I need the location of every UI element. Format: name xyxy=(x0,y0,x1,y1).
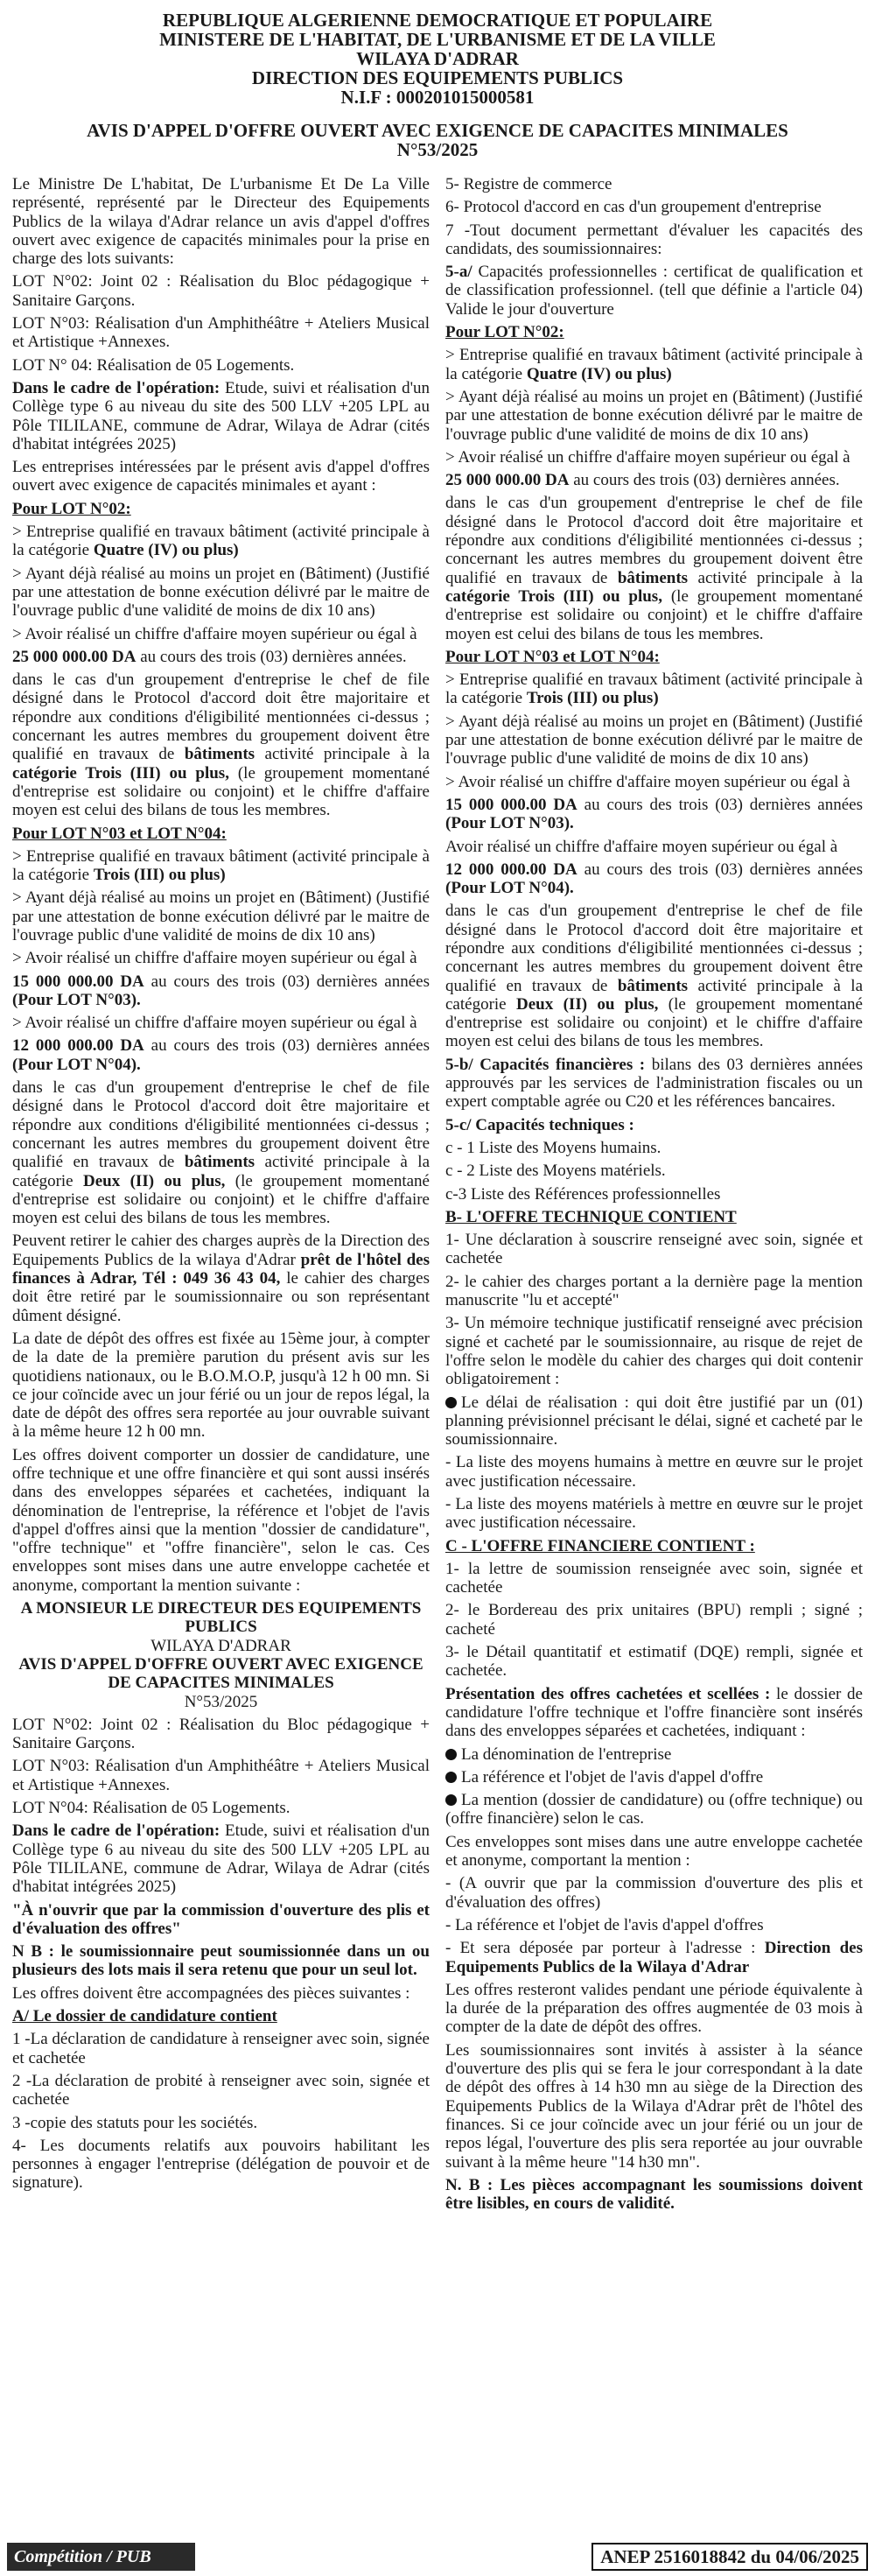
operation-paragraph-repeat xyxy=(12,1821,430,1896)
offre-technique-item-1: 1- Une déclaration à souscrire renseigné avec soin, signée et cachetée xyxy=(445,1231,863,1268)
intro-paragraph: Le Ministre De L'habitat, De L'urbanisme Et De La Ville représenté, représenté par le Directeur des Equipements Publics de la wilaya d'Adrar relance un avis d'appel d'offres ouvert avec exigence de capacités minimales pour la prise en charge des lots suivants: xyxy=(12,175,430,269)
validite-paragraph: Les offres resteront valides pendant une période équivalente à la durée de la préparation des offres augmentée de 03 mois à compter de la date de dépôt des offres. xyxy=(445,1980,863,2037)
columns xyxy=(12,175,863,2537)
right-lot3-amount: 15 000 000.00 DA xyxy=(445,795,578,814)
right-lot34-groupement-text2: activité principale à la catégorie xyxy=(445,976,863,1014)
right-lot4-amount-lot: (Pour LOT N°04). xyxy=(445,879,574,898)
header-nif: N.I.F : 000201015000581 xyxy=(340,87,535,108)
title-number: N°53/2025 xyxy=(396,139,479,160)
pour-lot34-heading: Pour LOT N°03 et LOT N°04: xyxy=(12,824,227,843)
header xyxy=(0,0,875,107)
presentation-item-1-text: La dénomination de l'entreprise xyxy=(461,1744,672,1764)
right-lot34-qualification-text: > Entreprise qualifié en travaux bâtiment (activité principale à la catégorie xyxy=(445,670,863,708)
lot2-groupement-category: catégorie Trois (III) ou plus, xyxy=(12,763,229,783)
right-lot2-reference-project: > Ayant déjà réalisé au moins un projet en (Bâtiment) (Justifié par une attestation de bonne exécution délivré par le maitre de l'ouvrage public d'une validité de moins de dix 10 ans) xyxy=(445,387,863,444)
lot34-groupement-text2: activité principale à la catégorie xyxy=(12,1153,430,1190)
lot4-line: LOT N° 04: Réalisation de 05 Logements. xyxy=(12,355,295,375)
lot3-amount: 15 000 000.00 DA xyxy=(12,972,144,991)
offre-technique-heading: B- L'OFFRE TECHNIQUE CONTIENT xyxy=(445,1207,737,1226)
right-lot2-amount: 25 000 000.00 DA xyxy=(445,471,570,490)
anep-reference: ANEP 2516018842 du 04/06/2025 xyxy=(592,2543,868,2571)
right-lot34-reference-project: > Ayant déjà réalisé au moins un projet en (Bâtiment) (Justifié par une attestation de bonne exécution délivré par le maitre de l'ouvrage public d'une validité de moins de dix 10 ans) xyxy=(445,712,863,769)
lot34-qualification-category: Trois (III) ou plus) xyxy=(93,866,226,885)
lot2-turnover-amount xyxy=(12,648,430,666)
lot2-reference-project: > Ayant déjà réalisé au moins un projet en (Bâtiment) (Justifié par une attestation de bonne exécution délivré par le maitre de l'ouvrage public d'une validité de moins de dix 10 ans) xyxy=(12,564,430,621)
protocol-accord: 6- Protocol d'accord en cas d'un groupement d'entreprise xyxy=(445,198,822,217)
registre-commerce: 5- Registre de commerce xyxy=(445,175,612,193)
dossier-paragraph: Les offres doivent comporter un dossier de candidature, une offre technique et une offre financière et qui sont aussi insérés dans des enveloppes séparées et cachetées, indiquant la dénomination de l'entreprise, la référence et l'objet de l'avis d'appel d'offres ainsi que la mention "dossier de candidature", "offre technique" et "offre financière", selon le cas. Ces enveloppes sont mises dans une autre enveloppe cachetée et anonyme, comportant la mention suivante : xyxy=(12,1445,430,1595)
enveloppe-item-3-text: - Et sera déposée par porteur à l'adresse : xyxy=(445,1939,765,1958)
lot4-amount: 12 000 000.00 DA xyxy=(12,1036,144,1056)
entreprises-paragraph: Les entreprises intéressées par le présent avis d'appel d'offres ouvert avec exigence de capacités minimales et ayant : xyxy=(12,458,430,495)
right-lot34-turnover-label: > Avoir réalisé un chiffre d'affaire moyen supérieur ou égal à xyxy=(445,772,850,791)
nb-pieces: N. B : Les pièces accompagnant les soumissions doivent être lisibles, en cours de validité. xyxy=(445,2175,863,2214)
right-lot2-turnover-label: > Avoir réalisé un chiffre d'affaire moyen supérieur ou égal à xyxy=(445,447,850,467)
address-title: AVIS D'APPEL D'OFFRE OUVERT AVEC EXIGENCE DE CAPACITES MINIMALES xyxy=(18,1654,424,1693)
right-lot2-turnover-amount xyxy=(445,471,863,489)
lot2-qualification-text: > Entreprise qualifié en travaux bâtiment (activité principale à la catégorie xyxy=(12,523,430,560)
right-column xyxy=(445,175,863,2537)
lot2-qualification xyxy=(12,523,430,560)
lot3-amount-period: au cours des trois (03) dernières années xyxy=(144,972,430,991)
header-wilaya: WILAYA D'ADRAR xyxy=(356,48,519,69)
header-ministry: MINISTERE DE L'HABITAT, DE L'URBANISME ET DE LA VILLE xyxy=(159,29,716,50)
right-lot2-qualification-text: > Entreprise qualifié en travaux bâtiment (activité principale à la catégorie xyxy=(445,346,863,383)
retrait-address: prêt de l'hôtel des finances à Adrar, Tél : 049 36 43 04, xyxy=(12,1250,430,1288)
presentation-item-1 xyxy=(445,1745,863,1764)
left-column xyxy=(12,175,430,2537)
footer xyxy=(0,2543,875,2572)
offre-technique-item-3: 3- Un mémoire technique justificatif renseigné avec précision signé et cacheté par le soumissionnaire, au risque de rejet de l'offre selon le modèle du cahier des charges qui doit contenir obligatoirement : xyxy=(445,1314,863,1389)
lot34-groupement-text3: (le groupement momentané d'entreprise est solidaire ou conjoint) et le chiffre d'affaire moyen est celui des bilans de tous les membres. xyxy=(12,1171,430,1228)
right-lot4-turnover-label: Avoir réalisé un chiffre d'affaire moyen supérieur ou égal à xyxy=(445,837,838,856)
header-republic: REPUBLIQUE ALGERIENNE DEMOCRATIQUE ET POPULAIRE xyxy=(162,10,713,31)
competition-label: Compétition / PUB xyxy=(7,2543,195,2571)
right-lot4-turnover-amount xyxy=(445,860,863,898)
operation-paragraph xyxy=(12,379,430,453)
right-lot2-groupement-text3: (le groupement momentané d'entreprise est solidaire ou conjoint) et le chiffre d'affaire moyen est celui des bilans de tous les membres. xyxy=(445,586,863,643)
lot34-groupement-batiments: bâtiments xyxy=(184,1153,256,1172)
operation-text-repeat: Etude, suivi et réalisation d'un Collège type 6 au niveau du site des 500 LLV +205 LPL au Pôle TILILANE, commune de Adrar, Wilaya de Adrar (cités d'habitat intégrées 2025) xyxy=(12,1821,430,1897)
lot4-amount-lot: (Pour LOT N°04). xyxy=(12,1055,141,1074)
right-lot34-groupement xyxy=(445,902,863,1050)
presentation-item-2 xyxy=(445,1768,863,1786)
liste-moyens-humains: - La liste des moyens humains à mettre en œuvre sur le projet avec justification nécessaire. xyxy=(445,1453,863,1491)
candidature-item-1: 1 -La déclaration de candidature à renseigner avec soin, signée et cachetée xyxy=(12,2030,430,2067)
lot2-groupement-text3: (le groupement momentané d'entreprise est solidaire ou conjoint) et le chiffre d'affaire moyen est celui des bilans de tous les membres. xyxy=(12,763,430,820)
enveloppe-item-3 xyxy=(445,1939,863,1976)
address-director: A MONSIEUR LE DIRECTEUR DES EQUIPEMENTS PUBLICS xyxy=(20,1599,422,1637)
lot2-groupement-text2: activité principale à la xyxy=(255,745,430,764)
lot4-turnover-amount xyxy=(12,1036,430,1074)
title-text: AVIS D'APPEL D'OFFRE OUVERT AVEC EXIGENCE DE CAPACITES MINIMALES xyxy=(87,120,788,141)
capacites-techniques-heading: 5-c/ Capacités techniques : xyxy=(445,1115,634,1134)
lot34-groupement-category: Deux (II) ou plus, xyxy=(83,1171,226,1190)
operation-label-repeat: Dans le cadre de l'opération: xyxy=(12,1821,220,1841)
depot-paragraph: La date de dépôt des offres est fixée au 15ème jour, à compter de la date de la première parution du présent avis sur les quotidiens nationaux, ou le B.O.M.O.P, jusqu'à 12 h 00 mn. Si ce jour coïncide avec un jour férié ou un jour de repos légal, la date de dépôt des offres sera reportée au jour ouvrable suivant à la même heure 12 h 00 mn. xyxy=(12,1329,430,1442)
right-lot3-turnover-amount xyxy=(445,796,863,833)
bullet-icon xyxy=(445,1749,457,1760)
dossier-candidature-heading: A/ Le dossier de candidature contient xyxy=(12,2007,277,2026)
lot2-amount-period: au cours des trois (03) dernières années. xyxy=(136,647,407,666)
right-pour-lot2-heading: Pour LOT N°02: xyxy=(445,323,564,342)
seance-paragraph: Les soumissionnaires sont invités à assister à la séance d'ouverture des plis qui se fera le jour correspondant à la date de dépôt des offres à 14 h30 mn au siège de la Direction des Equipements Publics de la Wilaya d'Adrar prêt de l'hôtel des finances. Si ce jour coïncide avec un jour férié ou un jour de repos légal, l'ouverture des plis sera reportée au jour ouvrable suivant à la même heure "14 h30 mn". xyxy=(445,2040,863,2172)
right-lot3-amount-period: au cours des trois (03) dernières années xyxy=(577,795,863,814)
lot3-line: LOT N°03: Réalisation d'un Amphithéâtre + Ateliers Musical et Artistique +Annexes. xyxy=(12,314,430,352)
bullet-icon xyxy=(445,1772,457,1783)
right-pour-lot34-heading: Pour LOT N°03 et LOT N°04: xyxy=(445,647,660,666)
candidature-item-3: 3 -copie des statuts pour les sociétés. xyxy=(12,2113,258,2132)
right-lot4-amount: 12 000 000.00 DA xyxy=(445,860,578,879)
header-direction: DIRECTION DES EQUIPEMENTS PUBLICS xyxy=(251,67,624,88)
presentation-text: le dossier de candidature l'offre technique et l'offre financière sont insérés dans des enveloppes séparées et cachetées, indiquant : xyxy=(445,1684,863,1741)
lot4-line-repeat: LOT N°04: Réalisation de 05 Logements. xyxy=(12,1799,290,1818)
presentation-item-2-text: La référence et l'objet de l'avis d'appel d'offre xyxy=(461,1767,764,1786)
candidature-item-4: 4- Les documents relatifs aux pouvoirs habilitant les personnes à engager l'entreprise (délégation de pouvoir et de signature). xyxy=(12,2136,430,2193)
enveloppe-paragraph: Ces enveloppes sont mises dans une autre enveloppe cachetée et anonyme, comportant la mention : xyxy=(445,1832,863,1871)
offre-financiere-item-2: 2- le Bordereau des prix unitaires (BPU) rempli ; signé ; cacheté xyxy=(445,1601,863,1639)
presentation-item-3-text: La mention (dossier de candidature) ou (offre technique) ou (offre financière) selon le cas. xyxy=(445,1791,863,1828)
lot34-groupement-text: dans le cas d'un groupement d'entreprise le chef de file désigné dans le Protocol d'accord doit être majoritaire et répondre aux conditions d'éligibilité mentionnées ci-dessus ; concernant les autres membres du groupement doivent être qualifié en travaux de xyxy=(12,1078,430,1172)
lot34-qualification-text: > Entreprise qualifié en travaux bâtiment (activité principale à la catégorie xyxy=(12,846,430,885)
presentation-label: Présentation des offres cachetées et scellées : xyxy=(445,1684,771,1703)
offre-financiere-item-1: 1- la lettre de soumission renseignée avec soin, signée et cachetée xyxy=(445,1559,863,1597)
right-lot2-groupement-text2: activité principale à la xyxy=(688,568,863,587)
presentation-offres xyxy=(445,1685,863,1741)
right-lot34-groupement-text3: (le groupement momentané d'entreprise est solidaire ou conjoint) et le chiffre d'affaire moyen est celui des bilans de tous les membres. xyxy=(445,994,863,1051)
enveloppe-address: Direction des Equipements Publics de la Wilaya d'Adrar xyxy=(445,1939,863,1976)
lot2-groupement-text: dans le cas d'un groupement d'entreprise le chef de file désigné dans le Protocol d'accord doit être majoritaire et répondre aux conditions d'éligibilité mentionnées ci-dessus ; concernant les autres membres du groupement doivent être qualifié en travaux de xyxy=(12,670,430,764)
lot3-amount-lot: (Pour LOT N°03). xyxy=(12,990,141,1009)
lot4-turnover-label: > Avoir réalisé un chiffre d'affaire moyen supérieur ou égal à xyxy=(12,1014,417,1033)
lot2-qualification-category: Quatre (IV) ou plus) xyxy=(93,541,239,560)
nouvrir-mention: "À n'ouvrir que par la commission d'ouverture des plis et d'évaluation des offres" xyxy=(12,1900,430,1938)
right-lot2-qualification xyxy=(445,346,863,383)
right-lot2-groupement-text: dans le cas d'un groupement d'entreprise le chef de file désigné dans le Protocol d'accord doit être majoritaire et répondre aux conditions d'éligibilité mentionnées ci-dessus ; concernant les autres membres du groupement doivent être qualifié en travaux de xyxy=(445,494,863,587)
lot34-qualification xyxy=(12,847,430,885)
right-lot34-groupement-batiments: bâtiments xyxy=(617,976,689,995)
operation-text: Etude, suivi et réalisation d'un Collège type 6 au niveau du site des 500 LLV +205 LPL au Pôle TILILANE, commune de Adrar, Wilaya de Adrar (cités d'habitat intégrées 2025) xyxy=(12,378,430,453)
lot2-line: LOT N°02: Joint 02 : Réalisation du Bloc pédagogique + Sanitaire Garçons. xyxy=(12,272,430,310)
nb-lots: N B : le soumissionnaire peut soumissionnée dans un ou plusieurs des lots mais il sera retenu que pour un seul lot. xyxy=(12,1942,430,1980)
bullet-icon xyxy=(445,1794,457,1806)
lot4-amount-period: au cours des trois (03) dernières années xyxy=(144,1036,430,1056)
retrait-text: Peuvent retirer le cahier des charges auprès de la Direction des Equipements Publics de la wilaya d'Adrar xyxy=(12,1232,430,1269)
address-wilaya: WILAYA D'ADRAR xyxy=(150,1636,291,1655)
offre-technique-item-2: 2- le cahier des charges portant a la dernière page la mention manuscrite "lu et accepté" xyxy=(445,1272,863,1310)
lot2-groupement xyxy=(12,670,430,819)
capacites-financieres-text: bilans des 03 dernières années approuvés par les services de l'administration fiscales ou un expert comptable agrée ou C20 et les références bancaires. xyxy=(445,1055,863,1112)
right-lot2-qualification-category: Quatre (IV) ou plus) xyxy=(526,364,672,383)
references-professionnelles: c-3 Liste des Références professionnelles xyxy=(445,1184,721,1204)
capacites-professionnelles-label: 5-a/ xyxy=(445,263,472,282)
enveloppe-item-2: - La référence et l'objet de l'avis d'appel d'offres xyxy=(445,1915,764,1934)
pieces-intro: Les offres doivent être accompagnées des pièces suivantes : xyxy=(12,1983,410,2003)
lot2-amount: 25 000 000.00 DA xyxy=(12,647,136,666)
lot3-line-repeat: LOT N°03: Réalisation d'un Amphithéâtre + Ateliers Musical et Artistique +Annexes. xyxy=(12,1757,430,1794)
pour-lot2-heading: Pour LOT N°02: xyxy=(12,499,131,518)
right-lot34-qualification-category: Trois (III) ou plus) xyxy=(526,689,659,708)
right-lot34-groupement-category: Deux (II) ou plus, xyxy=(516,994,659,1014)
right-lot34-qualification xyxy=(445,670,863,708)
right-lot2-groupement xyxy=(445,494,863,642)
moyens-humains: c - 1 Liste des Moyens humains. xyxy=(445,1138,662,1157)
lot34-reference-project: > Ayant déjà réalisé au moins un projet en (Bâtiment) (Justifié par une attestation de bonne exécution délivré par le maitre de l'ouvrage public d'une validité de moins de dix 10 ans) xyxy=(12,888,430,944)
operation-label: Dans le cadre de l'opération: xyxy=(12,378,220,397)
address-number: N°53/2025 xyxy=(184,1692,258,1711)
moyens-materiels: c - 2 Liste des Moyens matériels. xyxy=(445,1162,666,1181)
delai-realisation xyxy=(445,1393,863,1449)
right-lot2-groupement-category: catégorie Trois (III) ou plus, xyxy=(445,586,662,606)
retrait-paragraph xyxy=(12,1232,430,1324)
lot2-turnover-label: > Avoir réalisé un chiffre d'affaire moyen supérieur ou égal à xyxy=(12,624,417,643)
capacites-professionnelles xyxy=(445,263,863,319)
retrait-text2: le cahier des charges doit être retiré par le soumissionnaire ou son représentant dûment désigné. xyxy=(12,1269,430,1325)
lot2-line-repeat: LOT N°02: Joint 02 : Réalisation du Bloc pédagogique + Sanitaire Garçons. xyxy=(12,1715,430,1753)
liste-moyens-materiels: - La liste des moyens matériels à mettre en œuvre sur le projet avec justification nécessaire. xyxy=(445,1495,863,1533)
presentation-item-3 xyxy=(445,1791,863,1828)
candidature-item-2: 2 -La déclaration de probité à renseigner avec soin, signée et cachetée xyxy=(12,2071,430,2109)
right-lot34-groupement-text: dans le cas d'un groupement d'entreprise le chef de file désigné dans le Protocol d'accord doit être majoritaire et répondre aux conditions d'éligibilité mentionnées ci-dessus ; concernant les autres membres du groupement doivent être qualifié en travaux de xyxy=(445,902,863,995)
capacites-documents: 7 -Tout document permettant d'évaluer les capacités des candidats, des soumissionnaires: xyxy=(445,221,863,258)
capacites-financieres xyxy=(445,1056,863,1112)
offre-financiere-item-3: 3- le Détail quantitatif et estimatif (DQE) rempli, signée et cachetée. xyxy=(445,1643,863,1681)
lot34-groupement xyxy=(12,1078,430,1227)
bullet-icon xyxy=(445,1397,457,1408)
lot3-turnover-amount xyxy=(12,972,430,1010)
right-lot4-amount-period: au cours des trois (03) dernières années xyxy=(577,860,863,879)
enveloppe-item-1: - (A ouvrir que par la commission d'ouverture des plis et d'évaluation des offres) xyxy=(445,1874,863,1912)
right-lot3-amount-lot: (Pour LOT N°03). xyxy=(445,814,574,833)
delai-realisation-text: Le délai de réalisation : qui doit être justifié par un (01) planning prévisionnel précisant le délai, signé et cacheté par le soumissionnaire. xyxy=(445,1393,863,1449)
right-lot2-groupement-batiments: bâtiments xyxy=(617,568,689,587)
notice-title xyxy=(0,121,875,159)
right-lot2-amount-period: au cours des trois (03) dernières années. xyxy=(569,471,840,490)
lot2-groupement-batiments: bâtiments xyxy=(184,745,256,764)
capacites-professionnelles-text: Capacités professionnelles : certificat de qualification et de classification professionnel. (tell que définie a l'article 04) Valide le jour d'ouverture xyxy=(445,263,863,319)
lot34-turnover-label: > Avoir réalisé un chiffre d'affaire moyen supérieur ou égal à xyxy=(12,949,417,968)
capacites-financieres-label: 5-b/ Capacités financières : xyxy=(445,1055,646,1074)
offre-financiere-heading: C - L'OFFRE FINANCIERE CONTIENT : xyxy=(445,1536,755,1555)
